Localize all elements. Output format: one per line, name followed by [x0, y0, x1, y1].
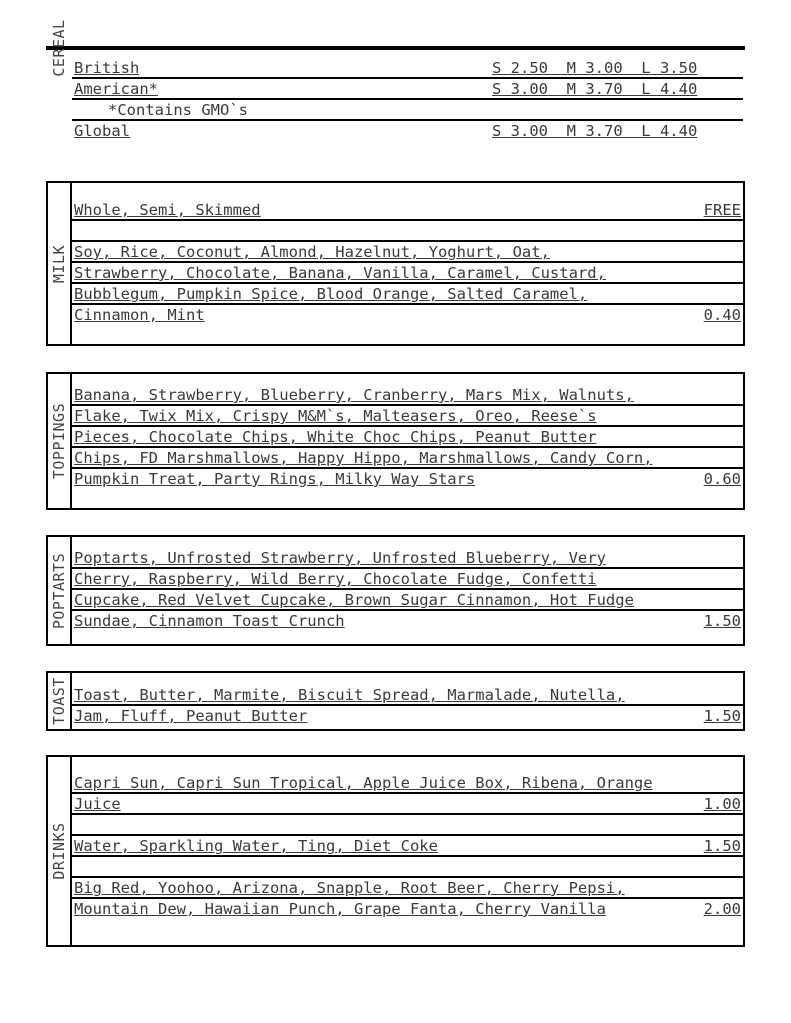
- toast-side-label: TOAST: [48, 673, 72, 729]
- menu-row: Poptarts, Unfrosted Strawberry, Unfrosted Blueberry, Very: [72, 548, 743, 569]
- menu-row: Mountain Dew, Hawaiian Punch, Grape Fanta, Cherry Vanilla 2.00: [74, 900, 741, 918]
- menu-row: Chips, FD Marshmallows, Happy Hippo, Marshmallows, Candy Corn,: [72, 448, 743, 469]
- menu-row: British S 2.50 M 3.00 L 3.50: [72, 58, 743, 79]
- menu-row: Cinnamon, Mint 0.40: [74, 306, 741, 324]
- menu-row: Big Red, Yoohoo, Arizona, Snapple, Root Beer, Cherry Pepsi,: [72, 878, 743, 899]
- menu-row: [72, 221, 743, 242]
- menu-row: Capri Sun, Capri Sun Tropical, Apple Juice Box, Ribena, Orange: [72, 773, 743, 794]
- toppings-section: [46, 372, 745, 510]
- toast-section: [46, 671, 745, 731]
- menu-row: Soy, Rice, Coconut, Almond, Hazelnut, Yoghurt, Oat,: [72, 242, 743, 263]
- cereal-section: CEREAL British S 2.50 M 3.00 L 3.50 American* S 3.00 M 3.70 L 4.40 *Contains GMO`s Global S 3.00 M 3.70 L 4.40: [46, 46, 745, 50]
- milk-section: [46, 181, 745, 346]
- menu-row: Pumpkin Treat, Party Rings, Milky Way Stars 0.60: [74, 470, 741, 488]
- poptarts-section: [46, 535, 745, 646]
- menu-row: Cherry, Raspberry, Wild Berry, Chocolate Fudge, Confetti: [72, 569, 743, 590]
- menu-row: Juice 1.00: [74, 795, 741, 813]
- menu-row: [72, 815, 743, 836]
- menu-row: Pieces, Chocolate Chips, White Choc Chips, Peanut Butter: [72, 427, 743, 448]
- menu-row: Sundae, Cinnamon Toast Crunch 1.50: [74, 612, 741, 630]
- menu-row: American* S 3.00 M 3.70 L 4.40: [72, 79, 743, 100]
- menu-note-row: *Contains GMO`s: [72, 100, 743, 121]
- menu-row: Bubblegum, Pumpkin Spice, Blood Orange, Salted Caramel,: [72, 284, 743, 305]
- drinks-section: [46, 755, 745, 947]
- menu-row: [72, 857, 743, 878]
- toppings-side-label: TOPPINGS: [48, 374, 72, 508]
- menu-row: Whole, Semi, Skimmed FREE: [74, 201, 741, 219]
- drinks-side-label: DRINKS: [48, 757, 72, 945]
- menu-row: Banana, Strawberry, Blueberry, Cranberry, Mars Mix, Walnuts,: [72, 385, 743, 406]
- menu-row: Jam, Fluff, Peanut Butter 1.50: [74, 707, 741, 725]
- milk-side-label: MILK: [48, 183, 72, 344]
- menu-row: Toast, Butter, Marmite, Biscuit Spread, Marmalade, Nutella,: [72, 685, 743, 706]
- menu-row: Global S 3.00 M 3.70 L 4.40: [74, 122, 698, 140]
- menu-row: Flake, Twix Mix, Crispy M&M`s, Malteasers, Oreo, Reese`s: [72, 406, 743, 427]
- menu-row: Cupcake, Red Velvet Cupcake, Brown Sugar Cinnamon, Hot Fudge: [72, 590, 743, 611]
- menu-row: Strawberry, Chocolate, Banana, Vanilla, Caramel, Custard,: [72, 263, 743, 284]
- menu-row: Water, Sparkling Water, Ting, Diet Coke 1.50: [74, 837, 741, 855]
- poptarts-side-label: POPTARTS: [48, 537, 72, 644]
